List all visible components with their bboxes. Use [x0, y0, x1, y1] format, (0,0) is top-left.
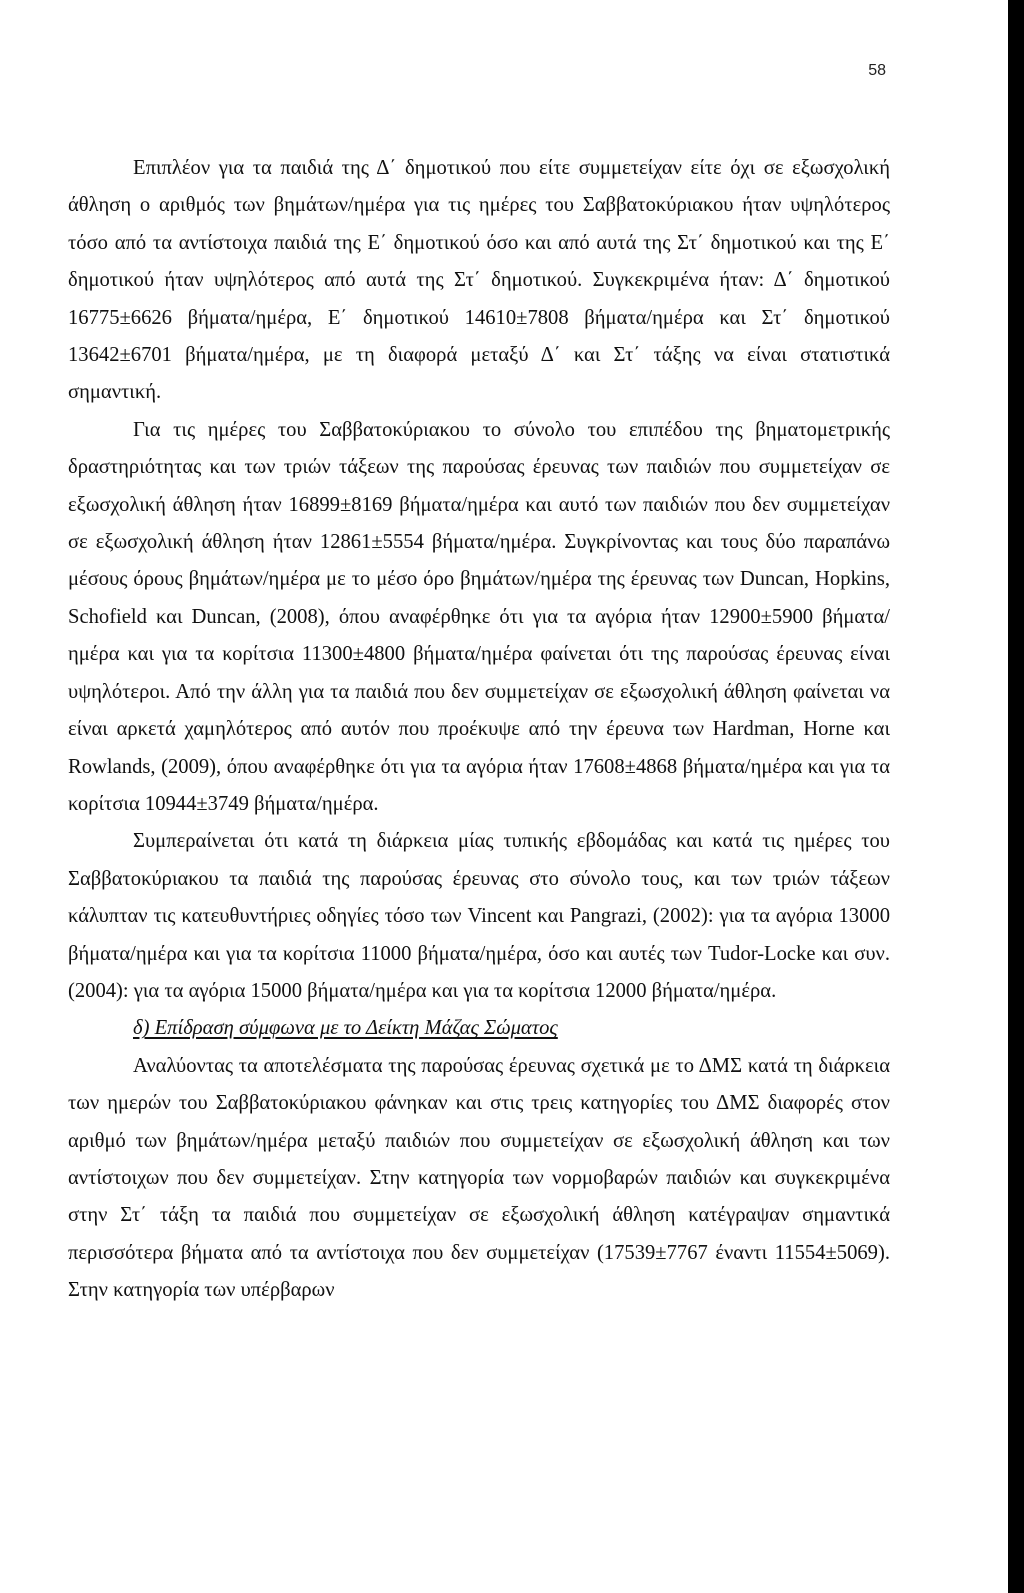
paragraph-bmi-analysis: Αναλύοντας τα αποτελέσματα της παρούσας έρευνας σχετικά με το ΔΜΣ κατά τη διάρκεια των ημερών του Σαββατοκύριακου φάνηκαν και στις τρεις κατηγορίες του ΔΜΣ διαφορές στον αριθμό των βημάτων/ημέρα μεταξύ παιδιών που συμμετείχαν σε εξωσχολική άθληση και των αντίστοιχων που δεν συμμετείχαν. Στην κατηγορία των νορμοβαρών παιδιών και συγκεκριμένα στην Στ΄ τάξη τα παιδιά που συμμετείχαν σε εξωσχολική άθληση κατέγραψαν σημαντικά περισσότερα βήματα από τα αντίστοιχα που δεν συμμετείχαν (17539±7767 έναντι 11554±5069). Στην κατηγορία των υπέρβαρων	[68, 1054, 890, 1302]
page-number: 58	[868, 62, 886, 79]
paragraph-guidelines-conclusion: Συμπεραίνεται ότι κατά τη διάρκεια μίας τυπικής εβδομάδας και κατά τις ημέρες του Σαββατοκύριακου τα παιδιά της παρούσας έρευνας στο σύνολο τους, και των τριών τάξεων κάλυπταν τις κατευθυντήριες οδηγίες τόσο των Vincent και Pangrazi, (2002): για τα αγόρια 13000 βήματα/ημέρα και για τα κορίτσια 11000 βήματα/ημέρα, όσο και αυτές των Tudor-Locke και συν. (2004): για τα αγόρια 15000 βήματα/ημέρα και για τα κορίτσια 12000 βήματα/ημέρα.	[68, 830, 890, 1002]
section-heading-bmi: δ) Επίδραση σύμφωνα με το Δείκτη Μάζας Σώματος	[133, 1017, 558, 1040]
paragraph-weekend-totals: Για τις ημέρες του Σαββατοκύριακου το σύνολο του επιπέδου της βηματομετρικής δραστηριότητας και των τριών τάξεων της παρούσας έρευνας των παιδιών που συμμετείχαν σε εξωσχολική άθληση ήταν 16899±8169 βήματα/ημέρα και αυτό των παιδιών που δεν συμμετείχαν σε εξωσχολική άθληση ήταν 12861±5554 βήματα/ημέρα. Συγκρίνοντας και τους δύο παραπάνω μέσους όρους βημάτων/ημέρα με το μέσο όρο βημάτων/ημέρα της έρευνας των Duncan, Hopkins, Schofield και Duncan, (2008), όπου αναφέρθηκε ότι για τα αγόρια ήταν 12900±5900 βήματα/ημέρα και για τα κορίτσια 11300±4800 βήματα/ημέρα φαίνεται ότι της παρούσας έρευνας είναι υψηλότεροι. Από την άλλη για τα παιδιά που δεν συμμετείχαν σε εξωσχολική άθληση φαίνεται να είναι αρκετά χαμηλότερος από αυτόν που προέκυψε από την έρευνα των Hardman, Horne και Rowlands, (2009), όπου αναφέρθηκε ότι για τα αγόρια ήταν 17608±4868 βήματα/ημέρα και για τα κορίτσια 10944±3749 βήματα/ημέρα.	[68, 418, 890, 815]
document-body	[68, 150, 890, 1310]
paragraph-grade-comparison: Επιπλέον για τα παιδιά της Δ΄ δημοτικού που είτε συμμετείχαν είτε όχι σε εξωσχολική άθληση ο αριθμός των βημάτων/ημέρα για τις ημέρες του Σαββατοκύριακου ήταν υψηλότερος τόσο από τα αντίστοιχα παιδιά της Ε΄ δημοτικού όσο και από αυτά της Στ΄ δημοτικού και της Ε΄ δημοτικού ήταν υψηλότερος από αυτά της Στ΄ δημοτικού. Συγκεκριμένα ήταν: Δ΄ δημοτικού 16775±6626 βήματα/ημέρα, Ε΄ δημοτικού 14610±7808 βήματα/ημέρα και Στ΄ δημοτικού 13642±6701 βήματα/ημέρα, με τη διαφορά μεταξύ Δ΄ και Στ΄ τάξης να είναι στατιστικά σημαντική.	[68, 157, 890, 404]
